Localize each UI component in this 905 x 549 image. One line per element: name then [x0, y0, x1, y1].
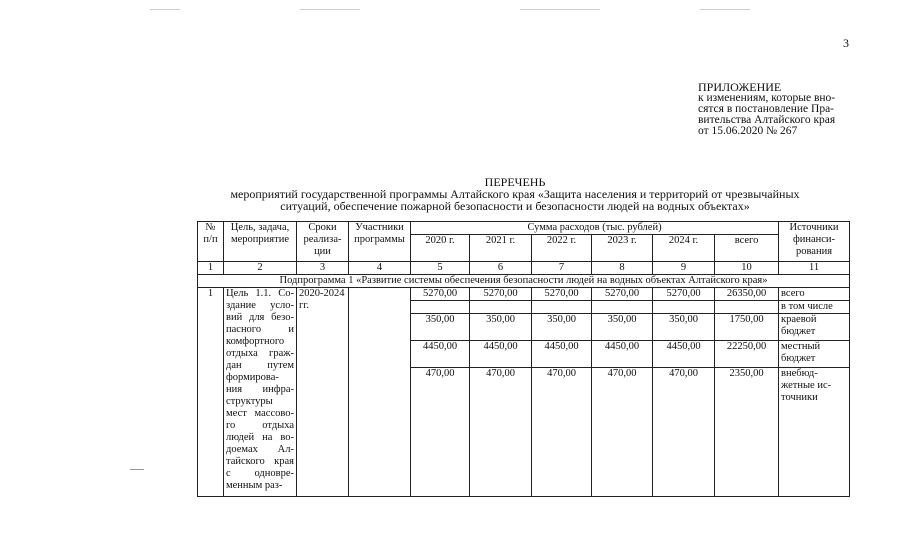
funding-value	[470, 301, 532, 314]
funding-source: всего	[779, 288, 850, 301]
row-number: 1	[198, 288, 224, 497]
column-number: 4	[349, 262, 411, 275]
header-year: 2022 г.	[532, 235, 592, 262]
column-number: 11	[779, 262, 850, 275]
participants-cell	[349, 288, 411, 497]
column-number: 6	[470, 262, 532, 275]
funding-source: внебюд-жетные ис-точники	[779, 368, 850, 497]
title-line: мероприятий государственной программы Алтайского края «Защита населения и территорий от чрезвычайных	[230, 187, 800, 201]
funding-value: 4450,00	[470, 341, 532, 368]
term-text: 2020-2024 гг.	[297, 288, 349, 497]
funding-value: 350,00	[592, 314, 653, 341]
header-sum: Сумма расходов (тыс. рублей)	[411, 222, 779, 235]
funding-value: 5270,00	[470, 288, 532, 301]
funding-value: 5270,00	[411, 288, 470, 301]
appendix-line: от 15.06.2020 № 267	[698, 125, 798, 137]
appendix-line: к изменениям, которые вно-	[698, 92, 836, 104]
column-numbers-row	[198, 262, 850, 275]
appendix-block	[698, 82, 835, 137]
funding-value: 4450,00	[411, 341, 470, 368]
funding-source: в том числе	[779, 301, 850, 314]
table-row	[198, 288, 850, 301]
funding-value: 4450,00	[592, 341, 653, 368]
funding-value: 4450,00	[653, 341, 715, 368]
funding-value: 350,00	[532, 314, 592, 341]
header-sources: Источники финанси-рования	[779, 222, 850, 262]
funding-value: 26350,00	[715, 288, 779, 301]
funding-source: местный бюджет	[779, 341, 850, 368]
subprogram-row	[198, 275, 850, 288]
header-year: 2020 г.	[411, 235, 470, 262]
funding-value	[653, 301, 715, 314]
funding-value: 4450,00	[532, 341, 592, 368]
funding-value: 5270,00	[532, 288, 592, 301]
header-row	[198, 222, 850, 235]
header-year: 2024 г.	[653, 235, 715, 262]
funding-value: 5270,00	[592, 288, 653, 301]
funding-value: 350,00	[470, 314, 532, 341]
header-participants: Участники программы	[349, 222, 411, 262]
activities-table	[197, 221, 850, 497]
column-number: 9	[653, 262, 715, 275]
column-number: 5	[411, 262, 470, 275]
appendix-heading: ПРИЛОЖЕНИЕ	[698, 80, 782, 94]
subprogram-title: Подпрограмма 1 «Развитие системы обеспечения безопасности людей на водных объектах Алтайского края»	[198, 275, 850, 288]
column-number: 2	[224, 262, 297, 275]
header-num: № п/п	[198, 222, 224, 262]
funding-value: 2350,00	[715, 368, 779, 497]
header-goal: Цель, задача, мероприятие	[224, 222, 297, 262]
funding-value: 350,00	[653, 314, 715, 341]
column-number: 3	[297, 262, 349, 275]
goal-text: Цель 1.1. Со-здание усло-вий для безо-пасного и комфортного отдыха граж-дан путем формирова-ния инфра-структуры мест массово-го отдыха людей на во-доемах Ал-тайского края с одновре-менным раз-	[224, 288, 297, 497]
document-title	[200, 176, 830, 212]
header-year: всего	[715, 235, 779, 262]
title-heading: ПЕРЕЧЕНЬ	[484, 175, 546, 189]
funding-source: краевой бюджет	[779, 314, 850, 341]
funding-value: 470,00	[470, 368, 532, 497]
funding-value: 350,00	[411, 314, 470, 341]
column-number: 10	[715, 262, 779, 275]
title-line: ситуаций, обеспечение пожарной безопасности и безопасности людей на водных объектах»	[280, 199, 750, 213]
appendix-line: сятся в постановление Пра-	[698, 103, 835, 115]
margin-mark	[130, 469, 144, 470]
page-number: 3	[843, 36, 849, 50]
header-year: 2023 г.	[592, 235, 653, 262]
column-number: 7	[532, 262, 592, 275]
funding-value: 470,00	[653, 368, 715, 497]
funding-value	[715, 301, 779, 314]
appendix-line: вительства Алтайского края	[698, 114, 836, 126]
funding-value: 22250,00	[715, 341, 779, 368]
funding-value: 470,00	[592, 368, 653, 497]
column-number: 8	[592, 262, 653, 275]
column-number: 1	[198, 262, 224, 275]
funding-value: 1750,00	[715, 314, 779, 341]
funding-value: 470,00	[532, 368, 592, 497]
funding-value	[411, 301, 470, 314]
funding-value: 470,00	[411, 368, 470, 497]
header-year: 2021 г.	[470, 235, 532, 262]
header-term: Сроки реализа-ции	[297, 222, 349, 262]
funding-value	[532, 301, 592, 314]
funding-value: 5270,00	[653, 288, 715, 301]
funding-value	[592, 301, 653, 314]
